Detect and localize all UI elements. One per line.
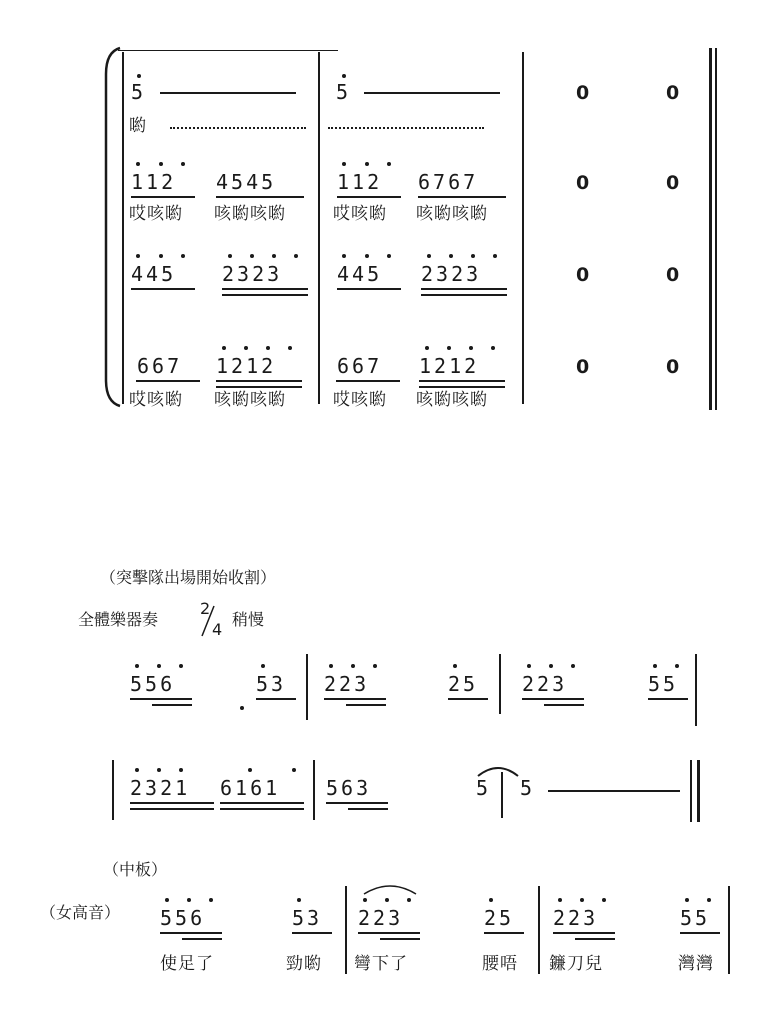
beam — [220, 802, 304, 804]
beam — [324, 698, 386, 700]
high-dot — [292, 768, 296, 772]
beam — [544, 704, 584, 706]
note-group: 2323 — [222, 262, 283, 286]
barline — [499, 654, 501, 714]
high-dot — [653, 664, 657, 668]
note-group: 445 — [131, 262, 177, 286]
lyric-extension — [328, 127, 484, 129]
lyric: 哎咳喲 — [129, 390, 183, 410]
note-group: 6767 — [418, 170, 479, 194]
beam — [358, 932, 420, 934]
rest: 0 — [576, 264, 590, 286]
beam — [421, 288, 507, 290]
barline — [695, 654, 697, 726]
lyric: 哎咳喲 — [333, 390, 387, 410]
high-dot — [407, 898, 411, 902]
beam — [380, 938, 420, 940]
high-dot — [294, 254, 298, 258]
system-brace-icon — [100, 44, 124, 410]
beam — [680, 932, 720, 934]
beam — [337, 196, 401, 198]
note-group: 112 — [131, 170, 177, 194]
high-dot — [447, 346, 451, 350]
high-dot — [351, 664, 355, 668]
barline-end — [715, 48, 717, 410]
beam — [216, 196, 304, 198]
beam — [346, 704, 386, 706]
high-dot — [427, 254, 431, 258]
note-group: 5 — [520, 776, 536, 800]
beam — [160, 932, 222, 934]
high-dot — [342, 74, 346, 78]
lyric: 哎咳喲 — [333, 204, 387, 224]
beam — [419, 380, 505, 382]
high-dot — [527, 664, 531, 668]
brace-top-line — [118, 50, 338, 51]
high-dot — [222, 346, 226, 350]
lyric: 咳喲咳喲 — [416, 390, 488, 410]
rest: 0 — [576, 82, 590, 104]
note-group: 25 — [448, 672, 479, 696]
note-group: 1212 — [419, 354, 480, 378]
high-dot — [272, 254, 276, 258]
high-dot — [387, 254, 391, 258]
beam — [522, 698, 584, 700]
tempo-marking: 稍慢 — [232, 610, 265, 629]
beam — [348, 808, 388, 810]
beam — [337, 288, 401, 290]
beam — [216, 380, 302, 382]
note-group: 112 — [337, 170, 383, 194]
beam — [256, 698, 296, 700]
note-group: 4545 — [216, 170, 277, 194]
beam — [222, 288, 308, 290]
beam — [336, 380, 400, 382]
barline — [728, 886, 730, 974]
beam — [553, 932, 615, 934]
note-group: 5 — [336, 80, 352, 104]
high-dot — [469, 346, 473, 350]
note-group: 5 — [131, 80, 147, 104]
high-dot — [179, 664, 183, 668]
note-group: 55 — [648, 672, 679, 696]
note-group: 556 — [160, 906, 206, 930]
beam — [152, 704, 192, 706]
high-dot — [549, 664, 553, 668]
high-dot — [181, 254, 185, 258]
voice-part-label: （女高音） — [40, 903, 121, 922]
high-dot — [181, 162, 185, 166]
note-group: 1212 — [216, 354, 277, 378]
beam — [220, 808, 304, 810]
high-dot — [136, 254, 140, 258]
rest: 0 — [666, 172, 680, 194]
lyric: 使足了 — [160, 954, 214, 974]
barline — [522, 52, 524, 404]
high-dot — [329, 664, 333, 668]
note-group: 53 — [292, 906, 323, 930]
slur-arc-icon — [358, 878, 422, 898]
high-dot — [675, 664, 679, 668]
time-signature-denominator: 4 — [212, 620, 223, 639]
performance-note: 全體樂器奏 — [78, 610, 159, 629]
beam — [131, 196, 195, 198]
barline — [306, 654, 308, 720]
barline-end — [709, 48, 712, 410]
tie-dash — [548, 790, 680, 792]
beam — [648, 698, 688, 700]
note-group: 2321 — [130, 776, 191, 800]
high-dot — [342, 162, 346, 166]
high-dot — [157, 768, 161, 772]
high-dot — [136, 162, 140, 166]
lyric: 咳喲咳喲 — [214, 390, 286, 410]
high-dot — [187, 898, 191, 902]
high-dot — [571, 664, 575, 668]
lyric: 勁喲 — [286, 954, 322, 974]
rest: 0 — [666, 82, 680, 104]
lyric: 咳喲咳喲 — [416, 204, 488, 224]
rest: 0 — [576, 172, 590, 194]
rest: 0 — [666, 264, 680, 286]
beam — [419, 386, 505, 388]
high-dot — [453, 664, 457, 668]
high-dot — [493, 254, 497, 258]
note-group: 223 — [324, 672, 370, 696]
beam — [130, 698, 192, 700]
beam — [421, 294, 507, 296]
barline-double — [690, 760, 692, 822]
tie-dash — [364, 92, 500, 94]
beam — [326, 802, 388, 804]
note-group: 53 — [256, 672, 287, 696]
high-dot — [159, 254, 163, 258]
note-group: 445 — [337, 262, 383, 286]
stage-direction: （突擊隊出場開始收割） — [100, 568, 277, 587]
high-dot — [135, 768, 139, 772]
beam — [130, 808, 214, 810]
high-dot — [209, 898, 213, 902]
high-dot — [137, 74, 141, 78]
lyric: 喲 — [129, 116, 147, 136]
beam — [222, 294, 308, 296]
note-group: 55 — [680, 906, 711, 930]
high-dot — [373, 664, 377, 668]
beam — [418, 196, 506, 198]
high-dot — [489, 898, 493, 902]
high-dot — [135, 664, 139, 668]
note-group: 223 — [358, 906, 404, 930]
high-dot — [157, 664, 161, 668]
high-dot — [385, 898, 389, 902]
lyric: 彎下了 — [354, 954, 408, 974]
beam — [182, 938, 222, 940]
note-group: 223 — [522, 672, 568, 696]
high-dot — [365, 162, 369, 166]
high-dot — [297, 898, 301, 902]
high-dot — [261, 664, 265, 668]
high-dot — [602, 898, 606, 902]
high-dot — [165, 898, 169, 902]
tie-dash — [160, 92, 296, 94]
high-dot — [449, 254, 453, 258]
beam — [292, 932, 332, 934]
lyric: 咳喲咳喲 — [214, 204, 286, 224]
high-dot — [685, 898, 689, 902]
note-group: 667 — [137, 354, 183, 378]
high-dot — [342, 254, 346, 258]
high-dot — [491, 346, 495, 350]
note-group: 25 — [484, 906, 515, 930]
high-dot — [387, 162, 391, 166]
high-dot — [288, 346, 292, 350]
barline — [112, 760, 114, 820]
high-dot — [365, 254, 369, 258]
beam — [484, 932, 524, 934]
high-dot — [248, 768, 252, 772]
beam — [448, 698, 488, 700]
lyric: 哎咳喲 — [129, 204, 183, 224]
note-group: 5 — [476, 776, 492, 800]
barline-double — [697, 760, 700, 822]
rest: 0 — [666, 356, 680, 378]
note-group: 6161 — [220, 776, 281, 800]
high-dot — [159, 162, 163, 166]
barline — [345, 886, 347, 974]
note-group: 563 — [326, 776, 372, 800]
beam — [216, 386, 302, 388]
lyric: 鐮刀兒 — [549, 954, 603, 974]
beam — [130, 802, 214, 804]
beam — [136, 380, 200, 382]
high-dot — [266, 346, 270, 350]
note-group: 223 — [553, 906, 599, 930]
beam — [131, 288, 195, 290]
high-dot — [250, 254, 254, 258]
high-dot — [580, 898, 584, 902]
note-group: 2323 — [421, 262, 482, 286]
high-dot — [244, 346, 248, 350]
high-dot — [558, 898, 562, 902]
barline — [122, 52, 124, 404]
high-dot — [471, 254, 475, 258]
barline — [318, 52, 320, 404]
note-group: 556 — [130, 672, 176, 696]
high-dot — [425, 346, 429, 350]
tempo-marking: （中板） — [103, 860, 168, 879]
rest: 0 — [576, 356, 590, 378]
lyric: 腰唔 — [482, 954, 518, 974]
high-dot — [707, 898, 711, 902]
barline — [501, 772, 503, 818]
dot-icon — [240, 706, 244, 710]
lyric: 灣灣 — [678, 954, 714, 974]
barline — [313, 760, 315, 820]
time-signature-numerator: 2 — [200, 599, 211, 618]
note-group: 667 — [337, 354, 383, 378]
high-dot — [179, 768, 183, 772]
high-dot — [228, 254, 232, 258]
high-dot — [363, 898, 367, 902]
barline — [538, 886, 540, 974]
lyric-extension — [170, 127, 306, 129]
beam — [575, 938, 615, 940]
